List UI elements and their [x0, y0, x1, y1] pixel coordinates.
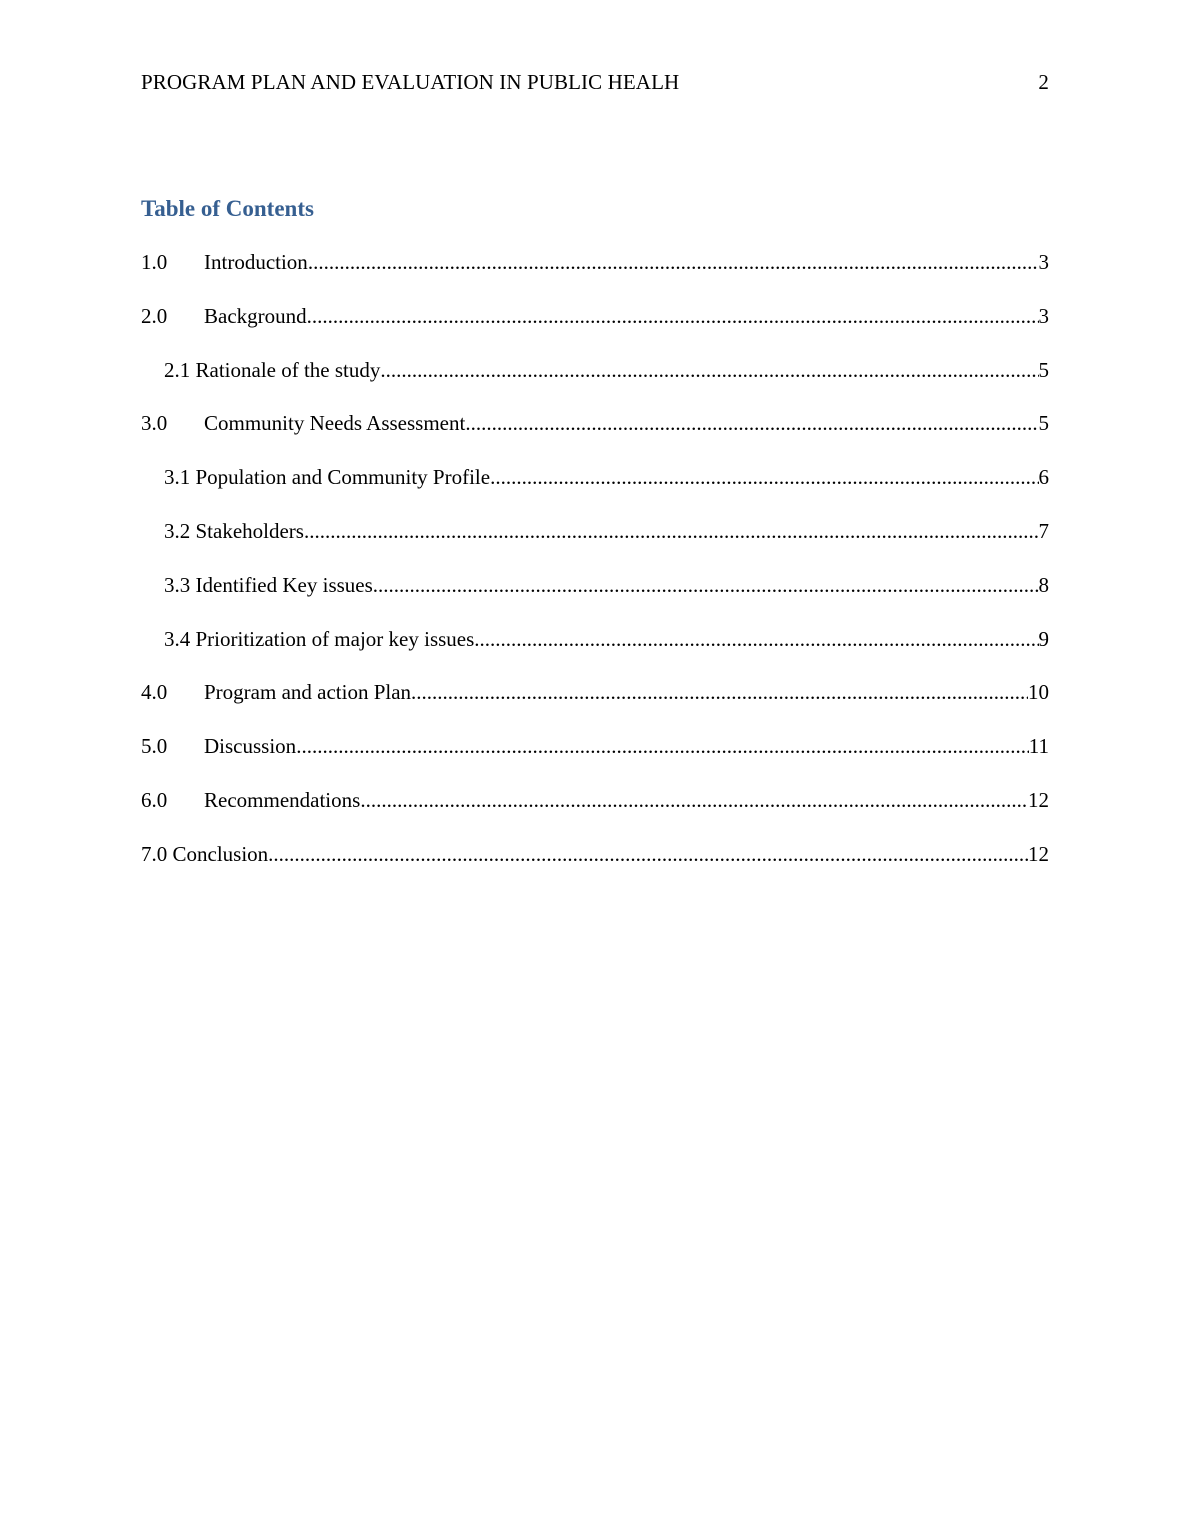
toc-dot-leader [296, 734, 1029, 759]
toc-entry-prioritization[interactable] [141, 627, 1049, 681]
toc-entry-number: 6.0 [141, 787, 168, 812]
toc-entry-recommendations[interactable] [141, 788, 1049, 842]
toc-entry-stakeholders[interactable] [141, 519, 1049, 573]
toc-dot-leader [308, 250, 1039, 275]
toc-entry-label: 3.3 Identified Key issues [164, 572, 373, 597]
toc-dot-leader [411, 680, 1028, 705]
toc-entry-community-needs-assessment[interactable] [141, 411, 1049, 465]
toc-dot-leader [373, 573, 1039, 598]
toc-entry-label: 3.4 Prioritization of major key issues [164, 626, 475, 651]
toc-entry-page: 7 [1038, 518, 1049, 543]
toc-entry-population-profile[interactable] [141, 465, 1049, 519]
toc-entry-conclusion[interactable] [141, 842, 1049, 896]
toc-entry-page: 6 [1038, 465, 1049, 490]
toc-entry-label: 3.1 Population and Community Profile [164, 465, 491, 490]
toc-entry-page: 12 [1028, 787, 1049, 812]
toc-entry-page: 10 [1028, 680, 1049, 705]
page-number: 2 [1038, 70, 1049, 94]
toc-entry-label: Community Needs Assessment [204, 411, 466, 436]
toc-entry-page: 8 [1038, 572, 1049, 597]
toc-entry-number: 1.0 [141, 250, 168, 274]
toc-entry-page: 5 [1038, 357, 1049, 382]
toc-entry-label: Introduction [204, 250, 308, 274]
toc-dot-leader [490, 465, 1038, 490]
toc-entry-key-issues[interactable] [141, 573, 1049, 627]
toc-entry-page: 3 [1038, 303, 1049, 328]
toc-entry-number: 4.0 [141, 680, 168, 705]
toc-entry-number: 3.0 [141, 411, 168, 436]
toc-entry-page: 11 [1028, 734, 1049, 759]
toc-entry-label: Recommendations [204, 787, 361, 812]
running-title: PROGRAM PLAN AND EVALUATION IN PUBLIC HEALH [141, 70, 680, 94]
toc-entry-program-action-plan[interactable] [141, 680, 1049, 734]
toc-entry-rationale[interactable] [141, 358, 1049, 412]
toc-entry-number: 5.0 [141, 734, 168, 759]
toc-entry-label: Program and action Plan [204, 680, 412, 705]
toc-entry-discussion[interactable] [141, 734, 1049, 788]
toc-entry-label: 7.0 Conclusion [141, 841, 269, 866]
toc-entry-label: Background [204, 303, 307, 328]
toc-entry-introduction[interactable] [141, 250, 1049, 304]
toc-dot-leader [360, 788, 1028, 813]
toc-entry-background[interactable] [141, 304, 1049, 358]
toc-dot-leader [304, 519, 1039, 544]
table-of-contents [141, 250, 1049, 896]
toc-entry-page: 9 [1038, 626, 1049, 651]
toc-dot-leader [268, 842, 1028, 867]
toc-entry-page: 5 [1038, 411, 1049, 436]
toc-title: Table of Contents [141, 196, 314, 221]
toc-entry-label: Discussion [204, 734, 297, 759]
toc-entry-label: 2.1 Rationale of the study [164, 357, 381, 382]
toc-dot-leader [474, 627, 1038, 652]
page-header [141, 70, 1049, 98]
toc-entry-label: 3.2 Stakeholders [164, 518, 304, 543]
toc-dot-leader [307, 304, 1039, 329]
toc-dot-leader [465, 411, 1038, 436]
toc-entry-page: 3 [1038, 250, 1049, 274]
toc-entry-page: 12 [1028, 841, 1049, 866]
toc-dot-leader [380, 358, 1038, 383]
toc-entry-number: 2.0 [141, 303, 168, 328]
